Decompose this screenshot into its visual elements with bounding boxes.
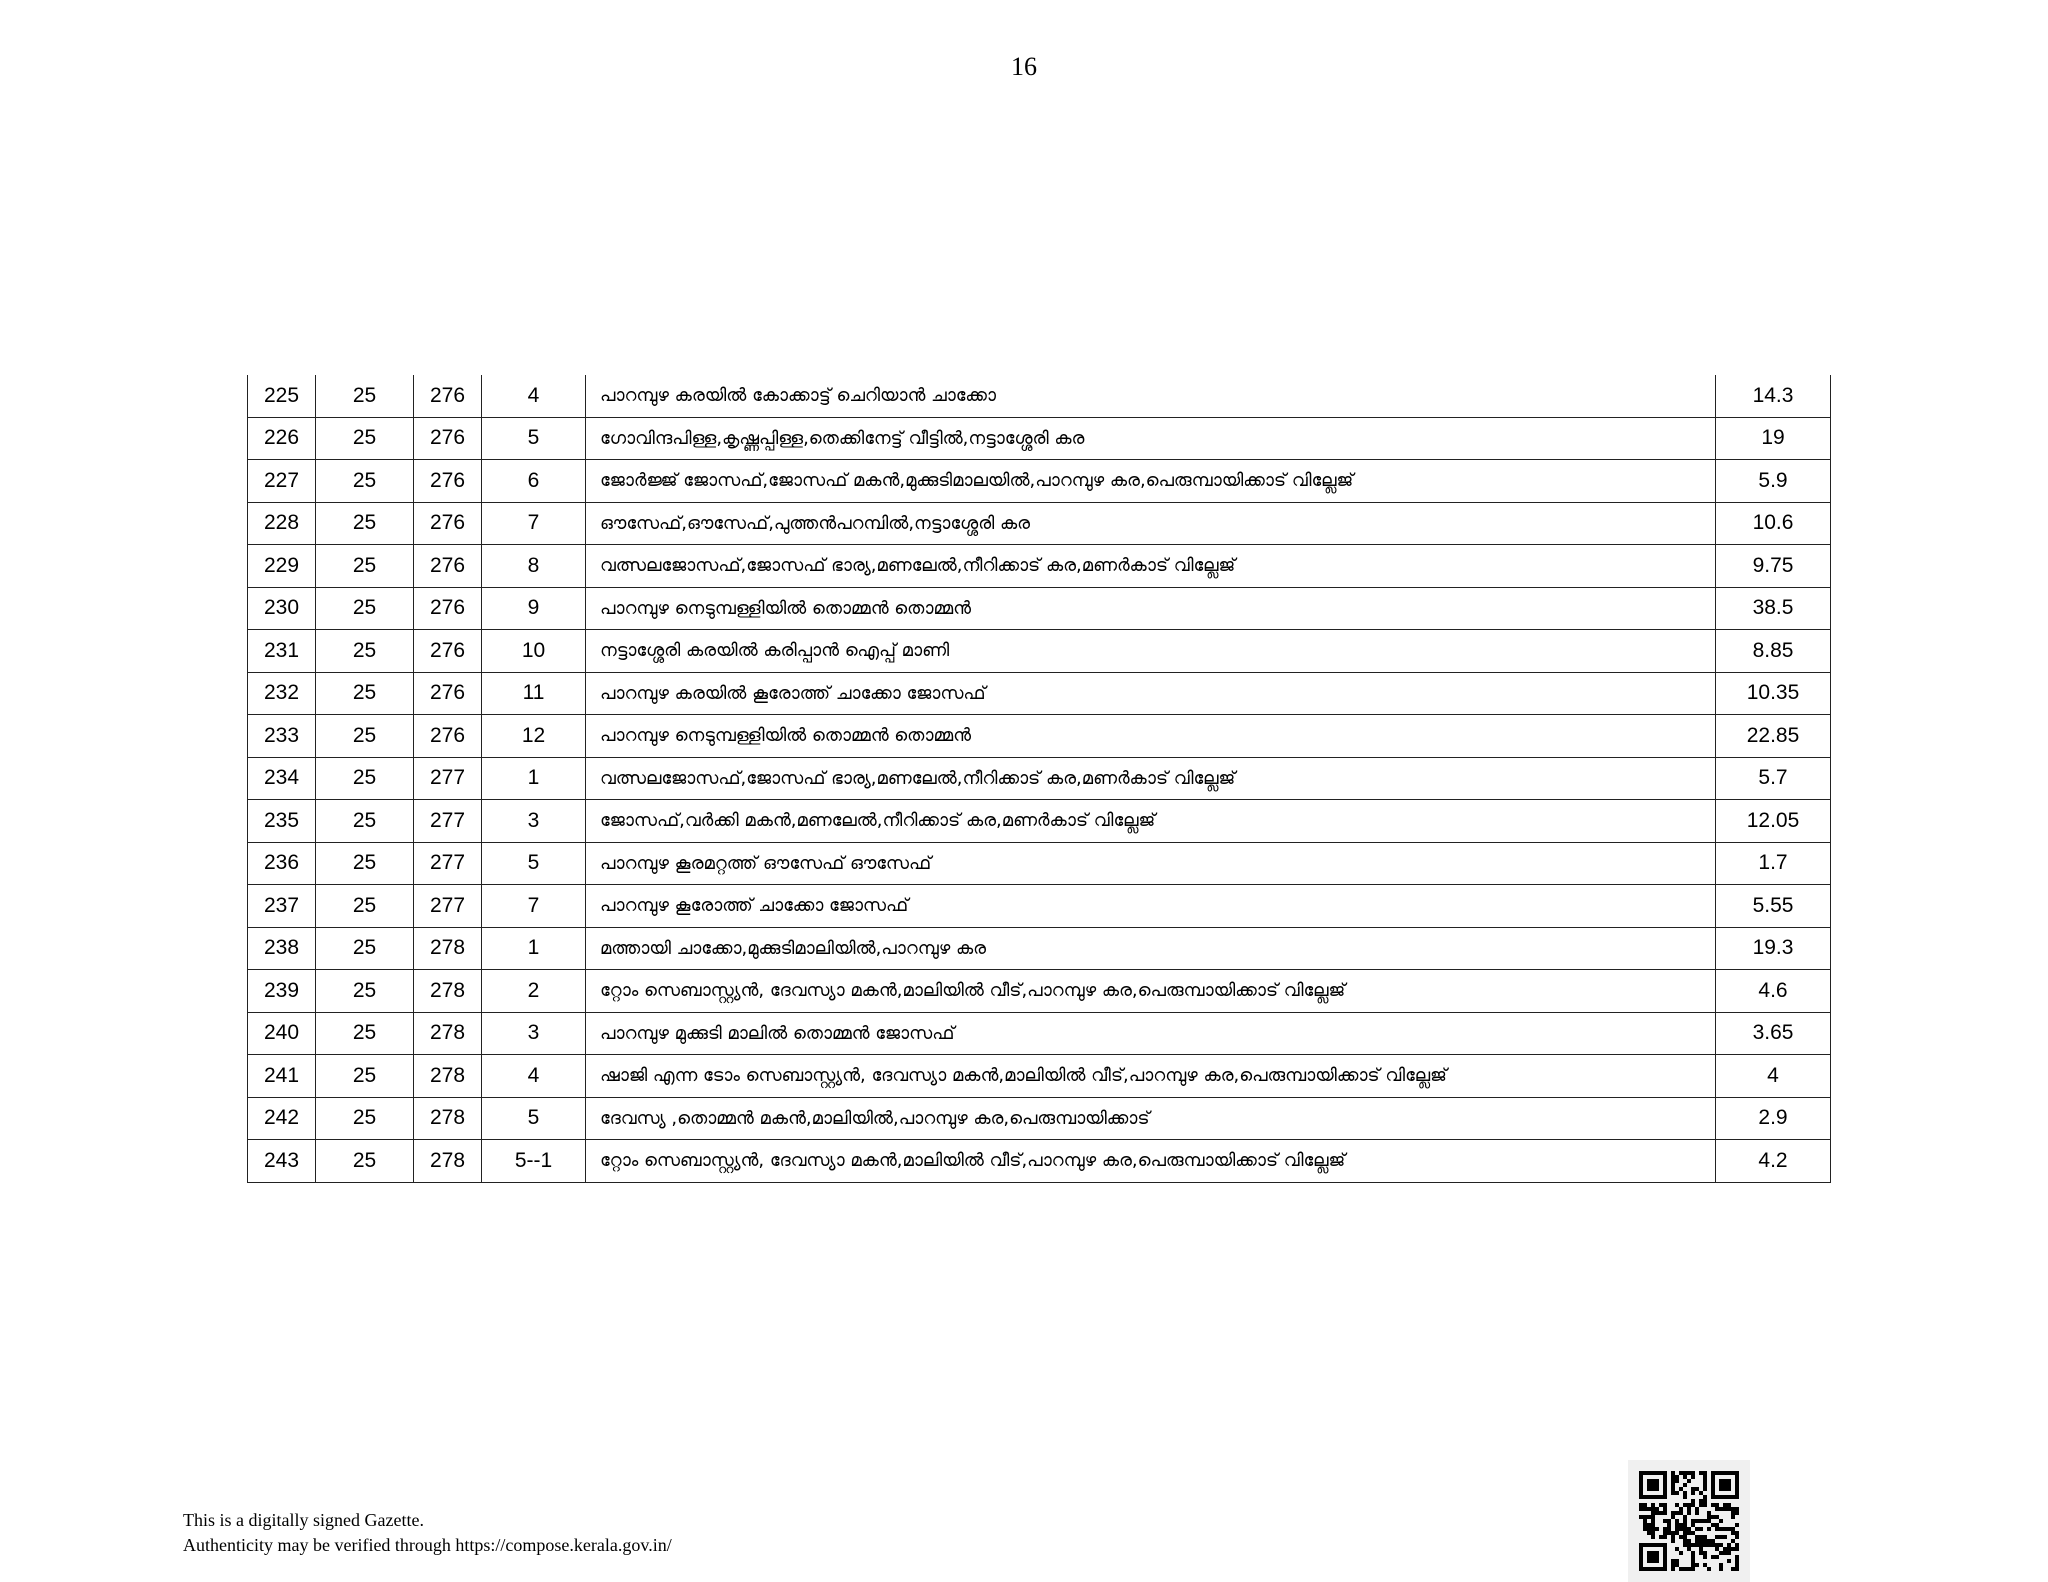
table-row — [248, 715, 1831, 758]
cell-subdivision: 3 — [482, 800, 586, 843]
cell-serial: 238 — [248, 927, 316, 970]
table-row — [248, 842, 1831, 885]
cell-serial: 233 — [248, 715, 316, 758]
cell-area: 4.6 — [1716, 970, 1831, 1013]
cell-area: 2.9 — [1716, 1097, 1831, 1140]
cell-survey-number: 276 — [414, 502, 482, 545]
cell-owner-details: പാറമ്പുഴ നെടുമ്പള്ളിയിൽ തൊമ്മൻ തൊമ്മൻ — [586, 715, 1716, 758]
cell-subdivision: 4 — [482, 1055, 586, 1098]
cell-subdivision: 1 — [482, 927, 586, 970]
table-row — [248, 502, 1831, 545]
cell-block: 25 — [316, 715, 414, 758]
cell-subdivision: 4 — [482, 375, 586, 417]
cell-block: 25 — [316, 502, 414, 545]
cell-subdivision: 8 — [482, 545, 586, 588]
land-records-table — [247, 375, 1831, 1183]
cell-area: 4.2 — [1716, 1140, 1831, 1183]
cell-block: 25 — [316, 417, 414, 460]
cell-block: 25 — [316, 1055, 414, 1098]
cell-serial: 240 — [248, 1012, 316, 1055]
cell-subdivision: 3 — [482, 1012, 586, 1055]
cell-area: 8.85 — [1716, 630, 1831, 673]
cell-serial: 239 — [248, 970, 316, 1013]
cell-subdivision: 1 — [482, 757, 586, 800]
cell-subdivision: 9 — [482, 587, 586, 630]
cell-survey-number: 278 — [414, 1097, 482, 1140]
table-row — [248, 545, 1831, 588]
footer-line-signed: This is a digitally signed Gazette. — [183, 1510, 424, 1530]
table-row — [248, 630, 1831, 673]
table-row — [248, 672, 1831, 715]
cell-survey-number: 276 — [414, 460, 482, 503]
cell-serial: 229 — [248, 545, 316, 588]
cell-area: 10.35 — [1716, 672, 1831, 715]
cell-area: 19.3 — [1716, 927, 1831, 970]
cell-subdivision: 6 — [482, 460, 586, 503]
footer-line-verify: Authenticity may be verified through https://compose.kerala.gov.in/ — [183, 1535, 672, 1555]
cell-owner-details: നട്ടാശ്ശേരി കരയിൽ കരിപ്പാൻ ഐപ്പ് മാണി — [586, 630, 1716, 673]
cell-area: 19 — [1716, 417, 1831, 460]
cell-survey-number: 276 — [414, 630, 482, 673]
cell-area: 3.65 — [1716, 1012, 1831, 1055]
cell-survey-number: 277 — [414, 757, 482, 800]
cell-serial: 234 — [248, 757, 316, 800]
table-row — [248, 1012, 1831, 1055]
cell-owner-details: പാറമ്പുഴ കരയിൽ കൂരോത്ത് ചാക്കോ ജോസഫ് — [586, 672, 1716, 715]
cell-owner-details: റ്റോം സെബാസ്റ്റ്യൻ, ദേവസ്യാ മകൻ,മാലിയിൽ വീട്,പാറമ്പുഴ കര,പെരുമ്പായിക്കാട് വില്ലേജ് — [586, 1140, 1716, 1183]
cell-owner-details: മത്തായി ചാക്കോ,മുക്കുടിമാലിയിൽ,പാറമ്പുഴ കര — [586, 927, 1716, 970]
cell-owner-details: വത്സലജോസഫ്,ജോസഫ് ഭാര്യ,മണലേൽ,നീറിക്കാട് കര,മണർകാട് വില്ലേജ് — [586, 757, 1716, 800]
cell-owner-details: പാറമ്പുഴ കൂരമറ്റത്ത് ഔസേഫ് ഔസേഫ് — [586, 842, 1716, 885]
cell-survey-number: 278 — [414, 970, 482, 1013]
page-number: 16 — [1011, 52, 1037, 81]
cell-block: 25 — [316, 1097, 414, 1140]
cell-block: 25 — [316, 800, 414, 843]
cell-block: 25 — [316, 842, 414, 885]
cell-owner-details: പാറമ്പുഴ കരയിൽ കോക്കാട്ട് ചെറിയാൻ ചാക്കോ — [586, 375, 1716, 417]
cell-block: 25 — [316, 587, 414, 630]
cell-survey-number: 276 — [414, 715, 482, 758]
cell-owner-details: പാറമ്പുഴ കൂരോത്ത് ചാക്കോ ജോസഫ് — [586, 885, 1716, 928]
cell-survey-number: 276 — [414, 545, 482, 588]
cell-serial: 237 — [248, 885, 316, 928]
cell-owner-details: ജോർജ്ജ് ജോസഫ്,ജോസഫ് മകൻ,മുക്കുടിമാലയിൽ,പാറമ്പുഴ കര,പെരുമ്പായിക്കാട് വില്ലേജ് — [586, 460, 1716, 503]
table-body — [248, 375, 1831, 1182]
cell-serial: 232 — [248, 672, 316, 715]
cell-serial: 228 — [248, 502, 316, 545]
cell-owner-details: ദേവസ്യ ,തൊമ്മൻ മകൻ,മാലിയിൽ,പാറമ്പുഴ കര,പെരുമ്പായിക്കാട് — [586, 1097, 1716, 1140]
cell-subdivision: 10 — [482, 630, 586, 673]
cell-survey-number: 278 — [414, 927, 482, 970]
cell-serial: 236 — [248, 842, 316, 885]
footer-note — [183, 1508, 672, 1558]
cell-area: 5.7 — [1716, 757, 1831, 800]
cell-subdivision: 5 — [482, 842, 586, 885]
cell-block: 25 — [316, 885, 414, 928]
table-row — [248, 1055, 1831, 1098]
cell-owner-details: പാറമ്പുഴ നെടുമ്പള്ളിയിൽ തൊമ്മൻ തൊമ്മൻ — [586, 587, 1716, 630]
cell-subdivision: 7 — [482, 502, 586, 545]
cell-block: 25 — [316, 927, 414, 970]
cell-area: 12.05 — [1716, 800, 1831, 843]
cell-area: 38.5 — [1716, 587, 1831, 630]
cell-serial: 235 — [248, 800, 316, 843]
table-row — [248, 885, 1831, 928]
cell-area: 4 — [1716, 1055, 1831, 1098]
cell-subdivision: 5--1 — [482, 1140, 586, 1183]
cell-area: 5.55 — [1716, 885, 1831, 928]
cell-serial: 241 — [248, 1055, 316, 1098]
cell-owner-details: വത്സലജോസഫ്,ജോസഫ് ഭാര്യ,മണലേൽ,നീറിക്കാട് കര,മണർകാട് വില്ലേജ് — [586, 545, 1716, 588]
cell-survey-number: 278 — [414, 1055, 482, 1098]
table-row — [248, 587, 1831, 630]
cell-area: 1.7 — [1716, 842, 1831, 885]
table-row — [248, 417, 1831, 460]
cell-area: 10.6 — [1716, 502, 1831, 545]
cell-area: 22.85 — [1716, 715, 1831, 758]
cell-block: 25 — [316, 630, 414, 673]
cell-serial: 242 — [248, 1097, 316, 1140]
cell-survey-number: 276 — [414, 375, 482, 417]
table-row — [248, 800, 1831, 843]
table-row — [248, 1140, 1831, 1183]
cell-block: 25 — [316, 672, 414, 715]
cell-serial: 227 — [248, 460, 316, 503]
cell-block: 25 — [316, 970, 414, 1013]
cell-serial: 226 — [248, 417, 316, 460]
cell-owner-details: പാറമ്പുഴ മുക്കുടി മാലിൽ തൊമ്മൻ ജോസഫ് — [586, 1012, 1716, 1055]
table-row — [248, 1097, 1831, 1140]
cell-block: 25 — [316, 1012, 414, 1055]
cell-survey-number: 277 — [414, 842, 482, 885]
cell-subdivision: 11 — [482, 672, 586, 715]
cell-owner-details: ഗോവിന്ദപിള്ള,കൃഷ്ണപ്പിള്ള,തെക്കിനേട്ട് വീട്ടിൽ,നട്ടാശ്ശേരി കര — [586, 417, 1716, 460]
cell-block: 25 — [316, 375, 414, 417]
land-records-table-container — [247, 375, 1830, 1183]
cell-owner-details: ജോസഫ്,വർക്കി മകൻ,മണലേൽ,നീറിക്കാട് കര,മണർകാട് വില്ലേജ് — [586, 800, 1716, 843]
cell-owner-details: ഔസേഫ്,ഔസേഫ്,പുത്തൻപറമ്പിൽ,നട്ടാശ്ശേരി കര — [586, 502, 1716, 545]
cell-owner-details: ഷാജി എന്ന ടോം സെബാസ്റ്റ്യൻ, ദേവസ്യാ മകൻ,മാലിയിൽ വീട്,പാറമ്പുഴ കര,പെരുമ്പായിക്കാട് വില്ലേജ് — [586, 1055, 1716, 1098]
table-row — [248, 927, 1831, 970]
cell-subdivision: 5 — [482, 1097, 586, 1140]
cell-survey-number: 277 — [414, 885, 482, 928]
cell-block: 25 — [316, 460, 414, 503]
cell-survey-number: 278 — [414, 1012, 482, 1055]
cell-subdivision: 12 — [482, 715, 586, 758]
cell-area: 9.75 — [1716, 545, 1831, 588]
cell-survey-number: 276 — [414, 587, 482, 630]
cell-survey-number: 277 — [414, 800, 482, 843]
cell-owner-details: റ്റോം സെബാസ്റ്റ്യൻ, ദേവസ്യാ മകൻ,മാലിയിൽ വീട്,പാറമ്പുഴ കര,പെരുമ്പായിക്കാട് വില്ലേജ് — [586, 970, 1716, 1013]
cell-serial: 243 — [248, 1140, 316, 1183]
cell-subdivision: 7 — [482, 885, 586, 928]
cell-block: 25 — [316, 1140, 414, 1183]
cell-survey-number: 276 — [414, 417, 482, 460]
cell-serial: 231 — [248, 630, 316, 673]
cell-block: 25 — [316, 757, 414, 800]
qr-code-icon — [1628, 1460, 1750, 1582]
cell-serial: 225 — [248, 375, 316, 417]
cell-area: 5.9 — [1716, 460, 1831, 503]
cell-survey-number: 276 — [414, 672, 482, 715]
table-row — [248, 757, 1831, 800]
cell-survey-number: 278 — [414, 1140, 482, 1183]
cell-serial: 230 — [248, 587, 316, 630]
cell-subdivision: 5 — [482, 417, 586, 460]
cell-block: 25 — [316, 545, 414, 588]
table-row — [248, 970, 1831, 1013]
cell-subdivision: 2 — [482, 970, 586, 1013]
table-row — [248, 375, 1831, 417]
cell-area: 14.3 — [1716, 375, 1831, 417]
table-row — [248, 460, 1831, 503]
